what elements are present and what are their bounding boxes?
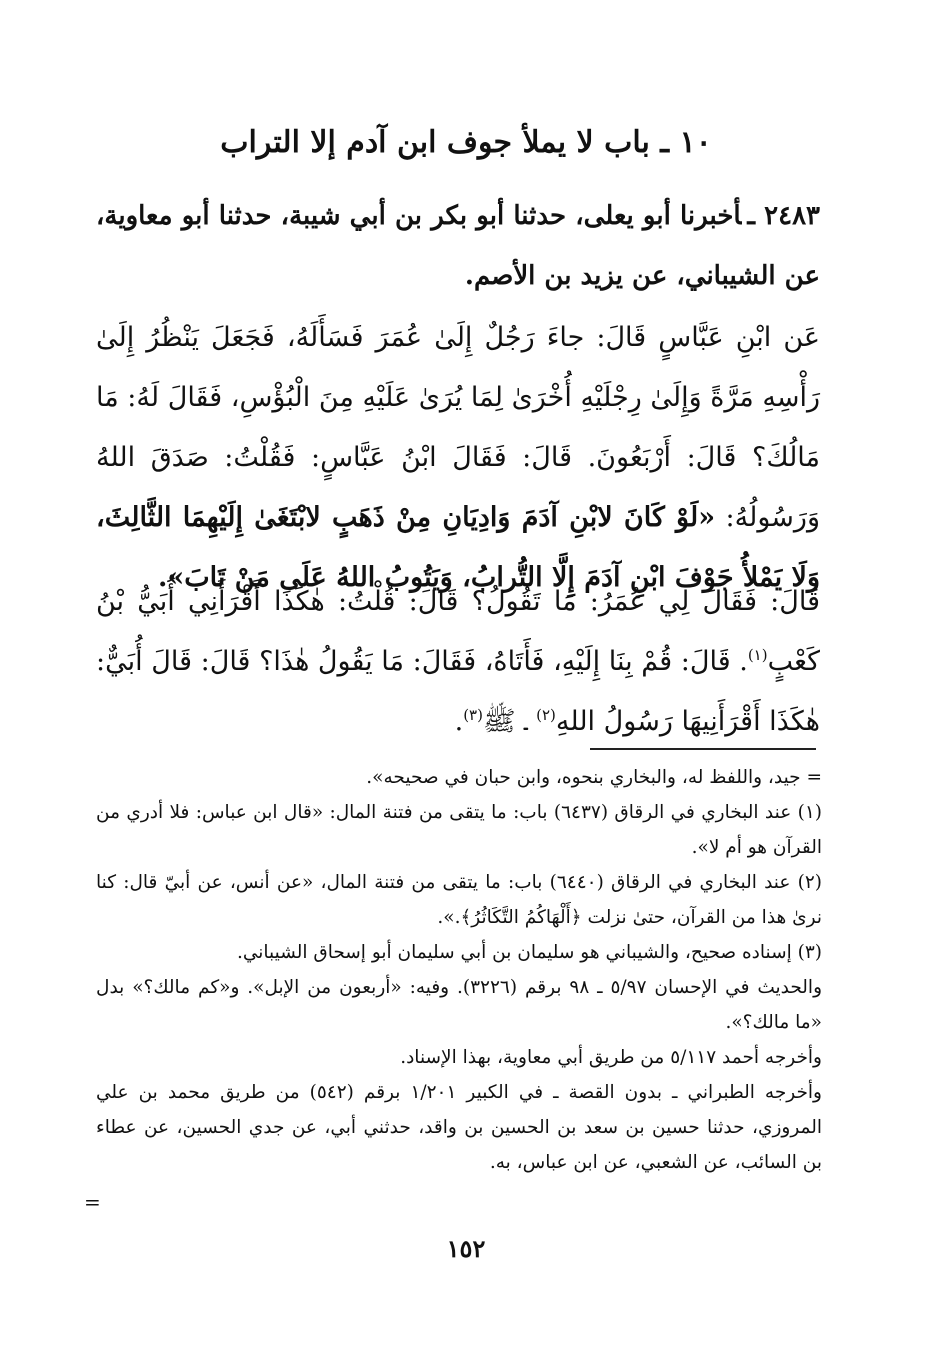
footnote-ref-1[interactable]: (١) [747, 646, 768, 664]
matn2-part-b: . قَالَ: قُمْ بِنَا إِلَيْهِ، فَأَتَاهُ، فَقَالَ: مَا يَقُولُ هٰذَا؟ قَالَ: قَالَ أُبَيٌّ: هٰكَذَا أَقْرَأَنِيهَا رَسُولُ اللهِ [96, 646, 820, 737]
hadith-number: ٢٤٨٣ ـ [747, 201, 821, 231]
footnote-separator [590, 748, 816, 750]
matn2-part-a: قَالَ: فَقَالَ لِي عُمَرُ: مَا تَقُولُ؟ قَالَ: قُلْتُ: هٰكَذَا أَقْرَأَنِي أُبَيُّ بْنُ كَعْبٍ [96, 586, 820, 677]
matn-quote: «لَوْ كَانَ لابْنِ آدَمَ وَادِيَانِ مِنْ ذَهَبٍ لابْتَغَىٰ إِلَيْهِمَا الثَّالِثَ، وَلَا يَمْلأُ جَوْفَ ابْنِ آدَمَ إِلَّا التُّرابُ، وَيَتُوبُ اللهُ عَلَى مَنْ تَابَ». [96, 502, 820, 593]
footnote-ref-2[interactable]: (٢) [536, 706, 556, 724]
footnote-1: (١) عند البخاري في الرقاق (٦٤٣٧) باب: ما يتقى من فتنة المال: «قال ابن عباس: فلا أدري من القرآن هو أم لا». [96, 802, 822, 858]
footnote-3-line1: (٣) إسناده صحيح، والشيباني هو سليمان بن أبي سليمان أبو إسحاق الشيباني. [236, 942, 822, 963]
footnote-3-line3: وأخرجه أحمد ٥/١١٧ من طريق أبي معاوية، بهذا الإسناد. [400, 1047, 822, 1068]
footnotes [96, 760, 822, 1180]
isnad-text: أخبرنا أبو يعلى، حدثنا أبو بكر بن أبي شيبة، حدثنا أبو معاوية، عن الشيباني، عن يزيد بن الأصم. [96, 201, 820, 291]
footnote-3-line2: والحديث في الإحسان ٥/٩٧ ـ ٩٨ برقم (٣٢٢٦). وفيه: «أربعون من الإبل». و«كم مالك؟» بدل «ما مالك؟». [96, 977, 823, 1033]
footnote-continuation: = جيد، واللفظ له، والبخاري بنحوه، وابن حبان في صحيحه». [366, 767, 822, 788]
hadith-matn-continued [96, 572, 820, 752]
footnote-ref-3[interactable]: (٣) [463, 706, 483, 724]
matn2-part-c: ـ ﷺ [482, 706, 537, 737]
page-number: ١٥٢ [446, 1234, 486, 1263]
matn2-part-d: . [454, 706, 464, 737]
continues-mark: = [84, 1190, 101, 1214]
footnote-2: (٢) عند البخاري في الرقاق (٦٤٤٠) باب: ما يتقى من فتنة المال، «عن أنس، عن أبيّ قال: كنا نرىٰ هذا من القرآن، حتىٰ نزلت ﴿أَلْهَاكُمُ التَّكَاثُرُ﴾.». [96, 872, 822, 928]
hadith-matn [96, 308, 820, 608]
hadith-isnad [96, 186, 820, 306]
chapter-title: ١٠ ـ باب لا يملأ جوف ابن آدم إلا التراب [220, 125, 712, 160]
footnote-3-line4: وأخرجه الطبراني ـ بدون القصة ـ في الكبير ١/٢٠١ برقم (٥٤٢) من طريق محمد بن علي المروزي، حدثنا حسين بن سعد بن الحسين بن واقد، حدثني أبي، عن جدي الحسين، عن عطاء بن السائب، عن الشعبي، عن ابن عباس، به. [96, 1082, 822, 1173]
matn-intro: عَن ابْنِ عَبَّاسٍ قَالَ: جاءَ رَجُلٌ إِلَىٰ عُمَرَ فَسَأَلَهُ، فَجَعَلَ يَنْظُرُ إِلَىٰ رَأْسِهِ مَرَّةً وَإِلَىٰ رِجْلَيْهِ أُخْرَىٰ لِمَا يُرَىٰ عَلَيْهِ مِنَ الْبُؤْسِ، فَقَالَ لَهُ: مَا مَالُكَ؟ قَالَ: أَرْبَعُونَ. قَالَ: فَقَالَ ابْنُ عَبَّاسٍ: فَقُلْتُ: صَدَقَ اللهُ وَرَسُولُهُ: [96, 322, 820, 533]
